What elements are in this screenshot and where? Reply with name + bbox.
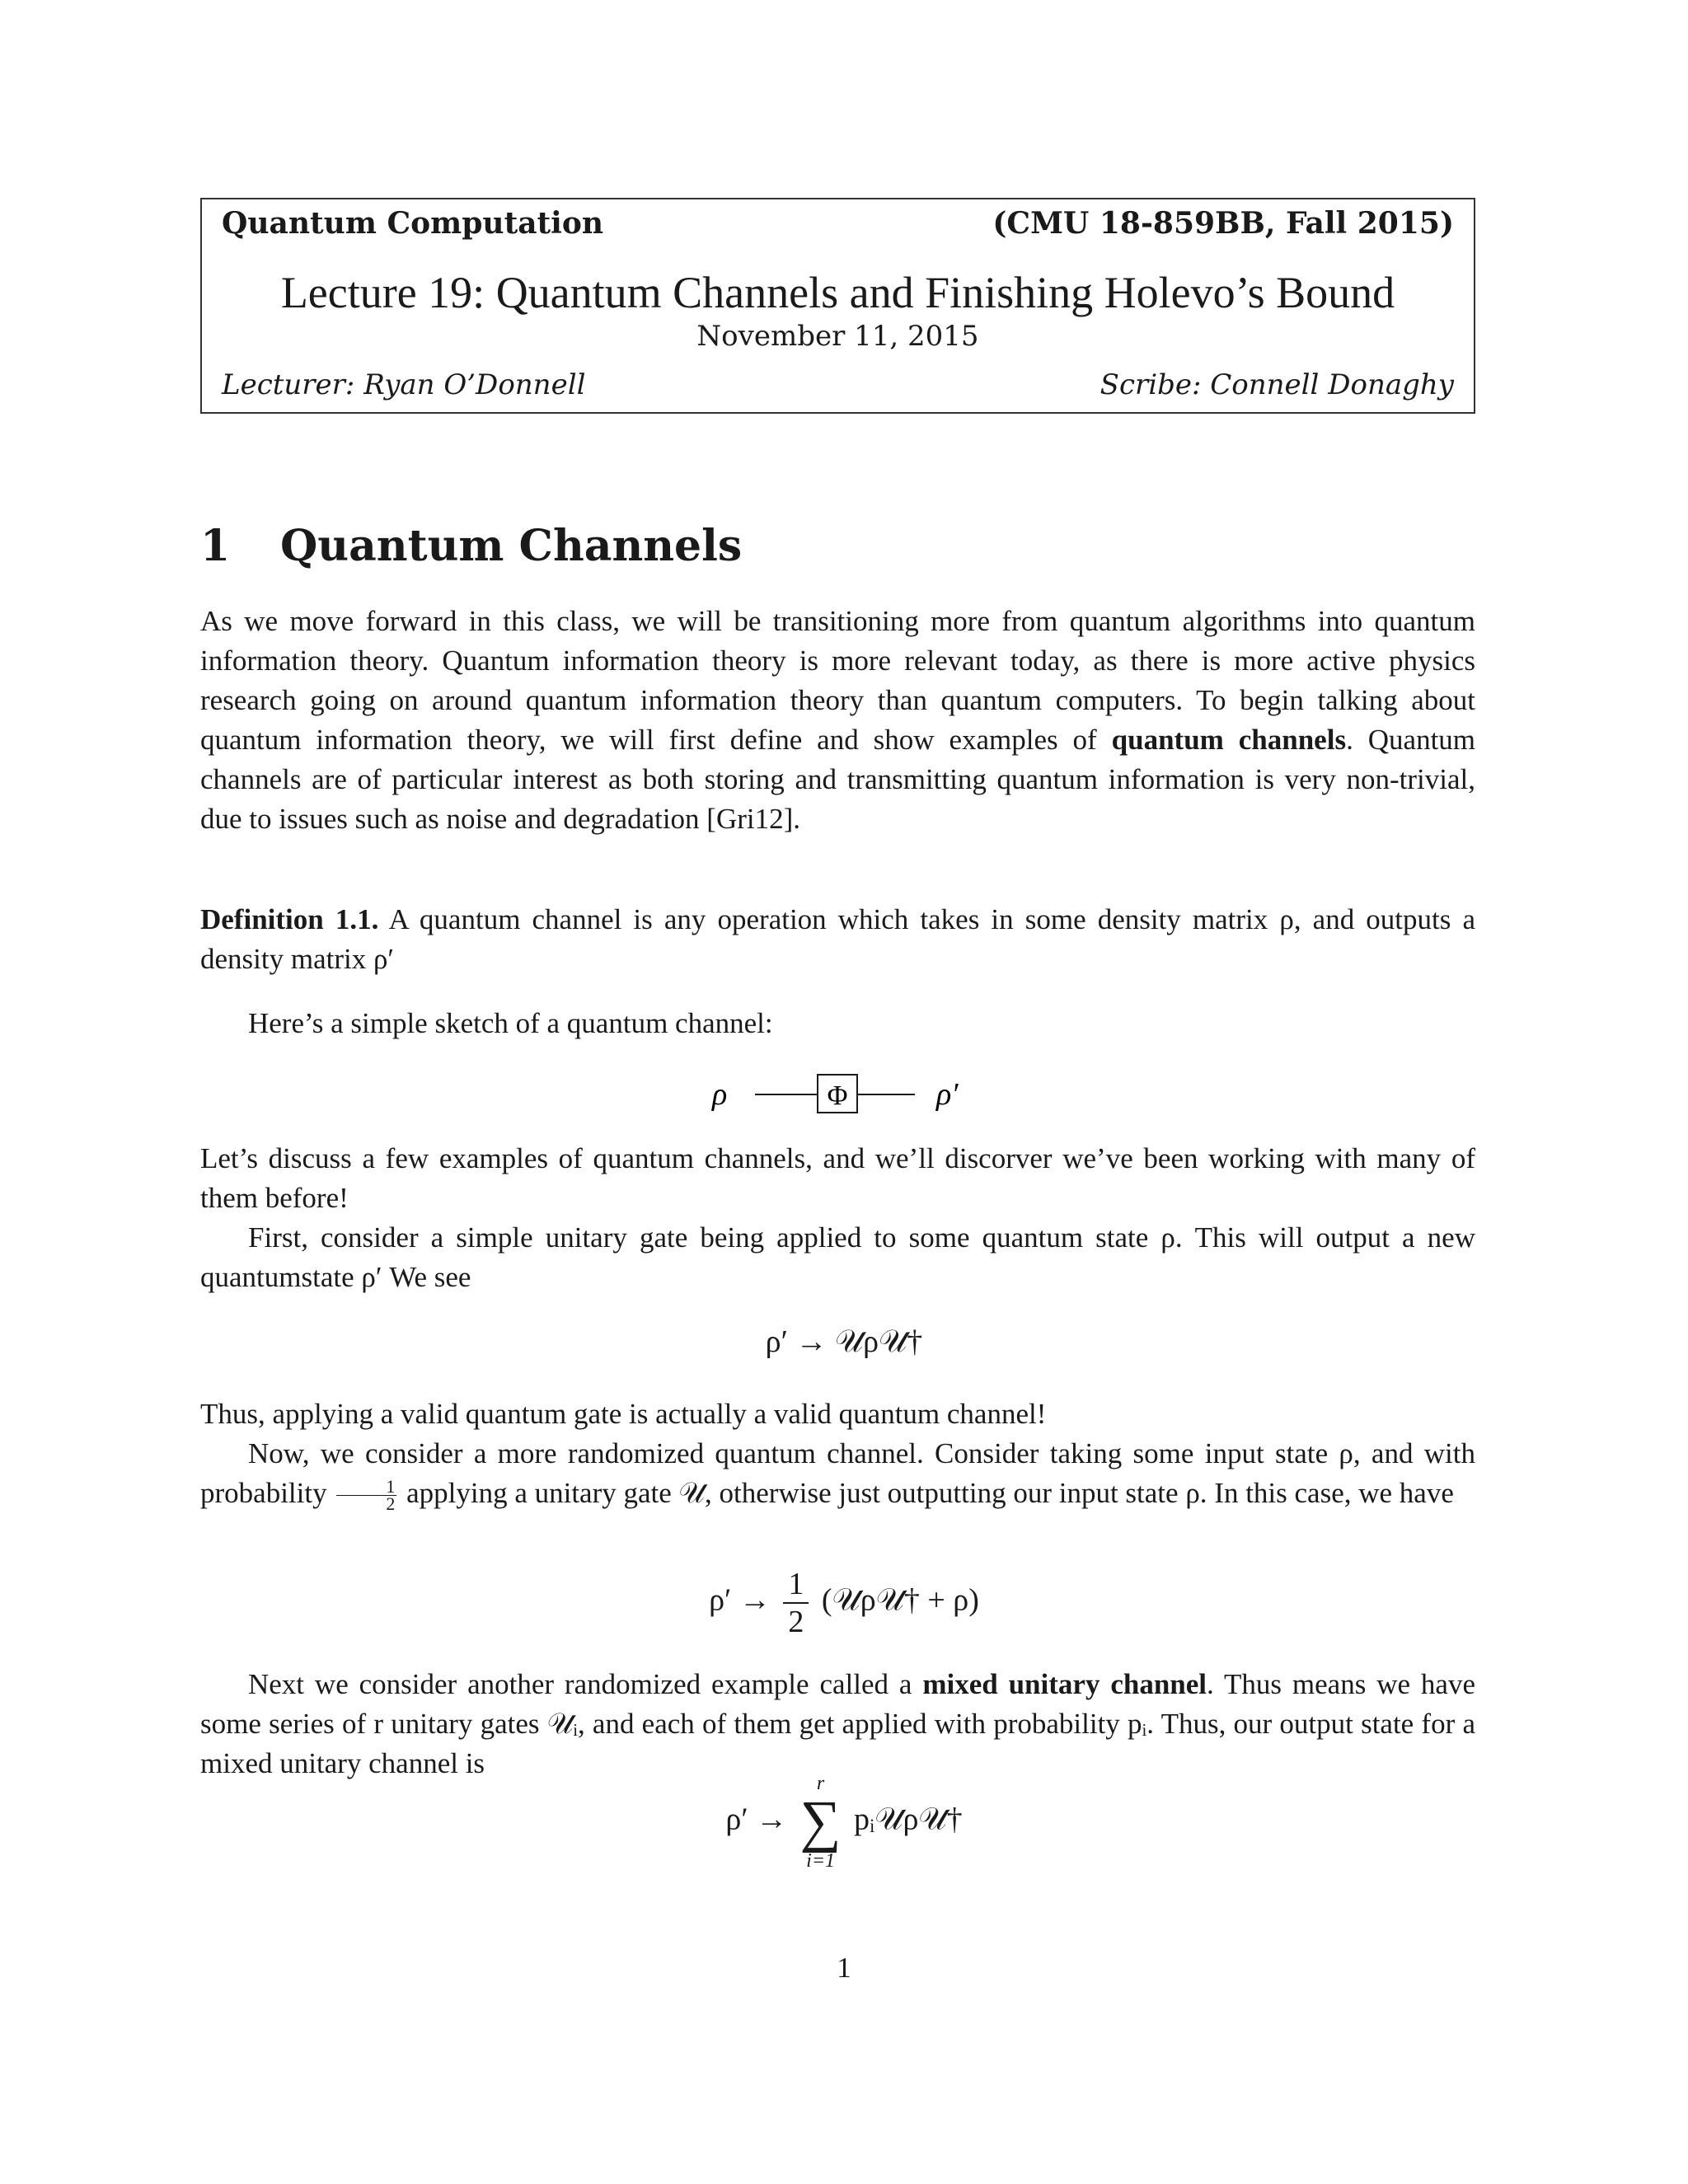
diagram-input-label: ρ [712,1077,728,1112]
eq3-lhs: ρ′ → [725,1802,788,1837]
page-number: 1 [837,1952,851,1984]
eq2-denominator: 2 [788,1605,804,1639]
half-numerator: 1 [336,1479,396,1496]
lecture-title: Lecture 19: Quantum Channels and Finishing Holevo’s Bound [280,268,1395,317]
scribe: Scribe: Connell Donaghy [1100,368,1454,401]
unitary-paragraph: First, consider a simple unitary gate being applied to some quantum state ρ. This will output a new quantumstate ρ′ We see [200,1221,1475,1293]
eq3-rhs: pᵢ𝒰ρ𝒰† [854,1802,963,1837]
randomized-text-a: Now, we consider a more randomized quantum channel. Consider taking some input state ρ, and with probability [200,1437,1475,1509]
valid-gate-paragraph: Thus, applying a valid quantum gate is actually a valid quantum channel! [200,1398,1047,1430]
course-code: (CMU 18-859BB, Fall 2015) [992,206,1454,241]
equation-unitary: ρ′ → 𝒰ρ𝒰† [765,1324,923,1359]
mixed-text-b: . Thus means we have some series of r unitary gates 𝒰ᵢ, and each of them get applied with probability pᵢ. Thus, our output state for a mixed unitary channel is [200,1668,1475,1779]
randomized-text-b: applying a unitary gate 𝒰, otherwise just outputting our input state ρ. In this case, we have [399,1477,1454,1509]
quantum-channel-diagram [709,1071,981,1121]
intro-text-b: . Quantum channels are of particular interest as both storing and transmitting quantum information is very non-trivial, due to issues such as noise and degradation [Gri12]. [200,724,1476,835]
definition-text: A quantum channel is any operation which takes in some density matrix ρ, and outputs a density matrix ρ′ [200,903,1475,975]
eq2-fraction [783,1566,809,1640]
eq2-rhs: (𝒰ρ𝒰† + ρ) [821,1582,979,1618]
mixed-bold-term: mixed unitary channel [922,1668,1207,1700]
sigma-glyph: ∑ [799,1790,842,1854]
diagram-output-label: ρ′ [936,1077,959,1112]
intro-bold-term: quantum channels [1111,724,1347,756]
mixed-text-a: Next we consider another randomized example called a [248,1668,923,1700]
mixed-unitary-paragraph [200,1665,1475,1783]
half-fraction [336,1476,396,1515]
section-number: 1 [200,521,231,571]
equation-randomized [0,1566,1688,1640]
intro-text-a: As we move forward in this class, we will be transitioning more from quantum algorithms into quantum information theory. Quantum information theory is more relevant today, as there is more active physics research going on around quantum information theory than quantum computers. To begin talking about quantum information theory, we will first define and show examples of [200,605,1475,756]
intro-paragraph [200,602,1475,839]
examples-paragraph: Let’s discuss a few examples of quantum channels, and we’ll discorver we’ve been working with many of them before! [200,1142,1475,1214]
half-denominator: 2 [386,1493,396,1515]
eq2-lhs: ρ′ → [709,1582,771,1618]
eq2-numerator: 1 [783,1566,809,1604]
randomized-paragraph [200,1434,1475,1513]
sum-upper-limit: r [816,1773,825,1794]
lecturer: Lecturer: Ryan O’Donnell [222,368,586,401]
lecture-date: November 11, 2015 [696,320,979,353]
definition-label: Definition 1.1. [200,903,379,935]
sketch-intro: Here’s a simple sketch of a quantum channel: [248,1007,773,1039]
equation-mixed-unitary [0,1772,1688,1872]
lecture-header-box [200,198,1475,414]
section-title: Quantum Channels [280,521,743,571]
diagram-gate-label: Φ [827,1080,848,1111]
sum-lower-limit: i=1 [806,1850,836,1872]
course-name: Quantum Computation [222,206,604,241]
definition-block [200,900,1475,979]
summation-symbol [800,1772,842,1872]
